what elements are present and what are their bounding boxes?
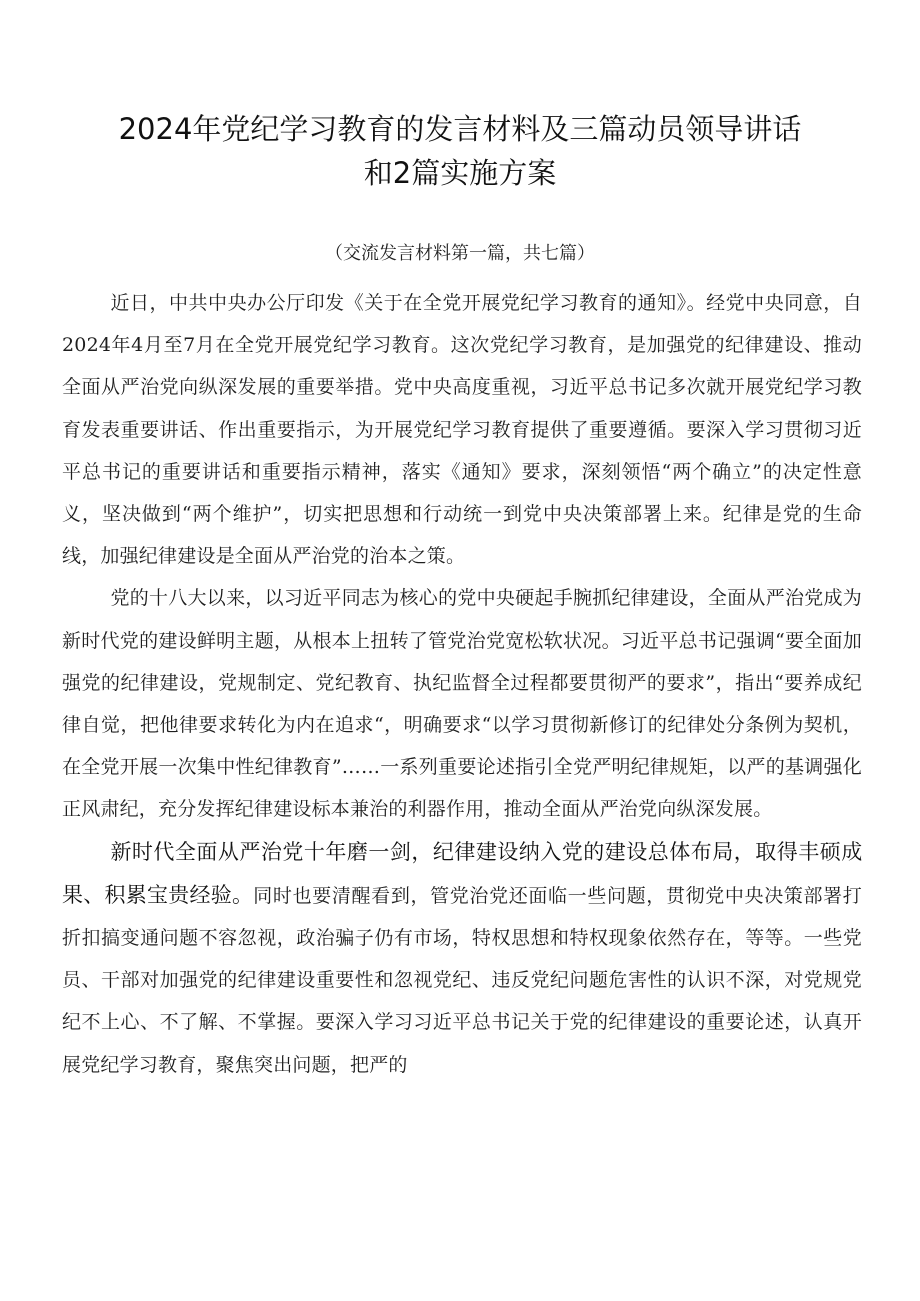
paragraph-2-text: 党的十八大以来，以习近平同志为核心的党中央硬起手腕抓纪律建设，全面从严治党成为新时代党的建设鲜明主题，从根本上扭转了管党治党宽松软状况。习近平总书记强调“要全面加强党的纪律建设，党规制定、党纪教育、执纪监督全过程都要贯彻严的要求”，指出“要养成纪律自觉，把他律要求转化为内在追求“，明确要求“以学习贯彻新修订的纪律处分条例为契机，在全党开展一次集中性纪律教育”……一系列重要论述指引全党严明纪律规矩，以严的基调强化正风肃纪，充分发挥纪律建设标本兼治的利器作用，推动全面从严治党向纵深发展。 <box>62 587 862 821</box>
paragraph-1 <box>62 282 862 577</box>
title-line-1: 2024年党纪学习教育的发言材料及三篇动员领导讲话 <box>118 112 802 147</box>
paragraph-1-text: 近日，中共中央办公厅印发《关于在全党开展党纪学习教育的通知》。经党中央同意，自2024年4月至7月在全党开展党纪学习教育。这次党纪学习教育，是加强党的纪律建设、推动全面从严治党向纵深发展的重要举措。党中央高度重视，习近平总书记多次就开展党纪学习教育发表重要讲话、作出重要指示，为开展党纪学习教育提供了重要遵循。要深入学习贯彻习近平总书记的重要讲话和重要指示精神，落实《通知》要求，深刻领悟“两个确立”的决定性意义，坚决做到“两个维护”，切实把思想和行动统一到党中央决策部署上来。纪律是党的生命线，加强纪律建设是全面从严治党的治本之策。 <box>62 292 862 568</box>
paragraph-3-text: 同时也要清醒看到，管党治党还面临一些问题，贯彻党中央决策部署打折扣搞变通问题不容忽视，政治骗子仍有市场，特权思想和特权现象依然存在，等等。一些党员、干部对加强党的纪律建设重要性和忽视党纪、违反党纪问题危害性的认识不深，对党规党纪不上心、不了解、不掌握。要深入学习习近平总书记关于党的纪律建设的重要论述，认真开展党纪学习教育，聚焦突出问题，把严的 <box>62 884 863 1076</box>
title-line-2: 和2篇实施方案 <box>363 156 557 191</box>
document-body <box>62 282 862 1086</box>
document-subtitle: （交流发言材料第一篇，共七篇） <box>325 243 595 264</box>
document-title <box>60 107 860 195</box>
paragraph-3-lead: 新时代全面从严治党十年磨一剑，纪律建设纳入党的建设总体布局，取得丰硕成果、积累宝贵经验。 <box>62 839 862 907</box>
paragraph-2 <box>62 577 862 830</box>
paragraph-3 <box>62 831 862 1086</box>
